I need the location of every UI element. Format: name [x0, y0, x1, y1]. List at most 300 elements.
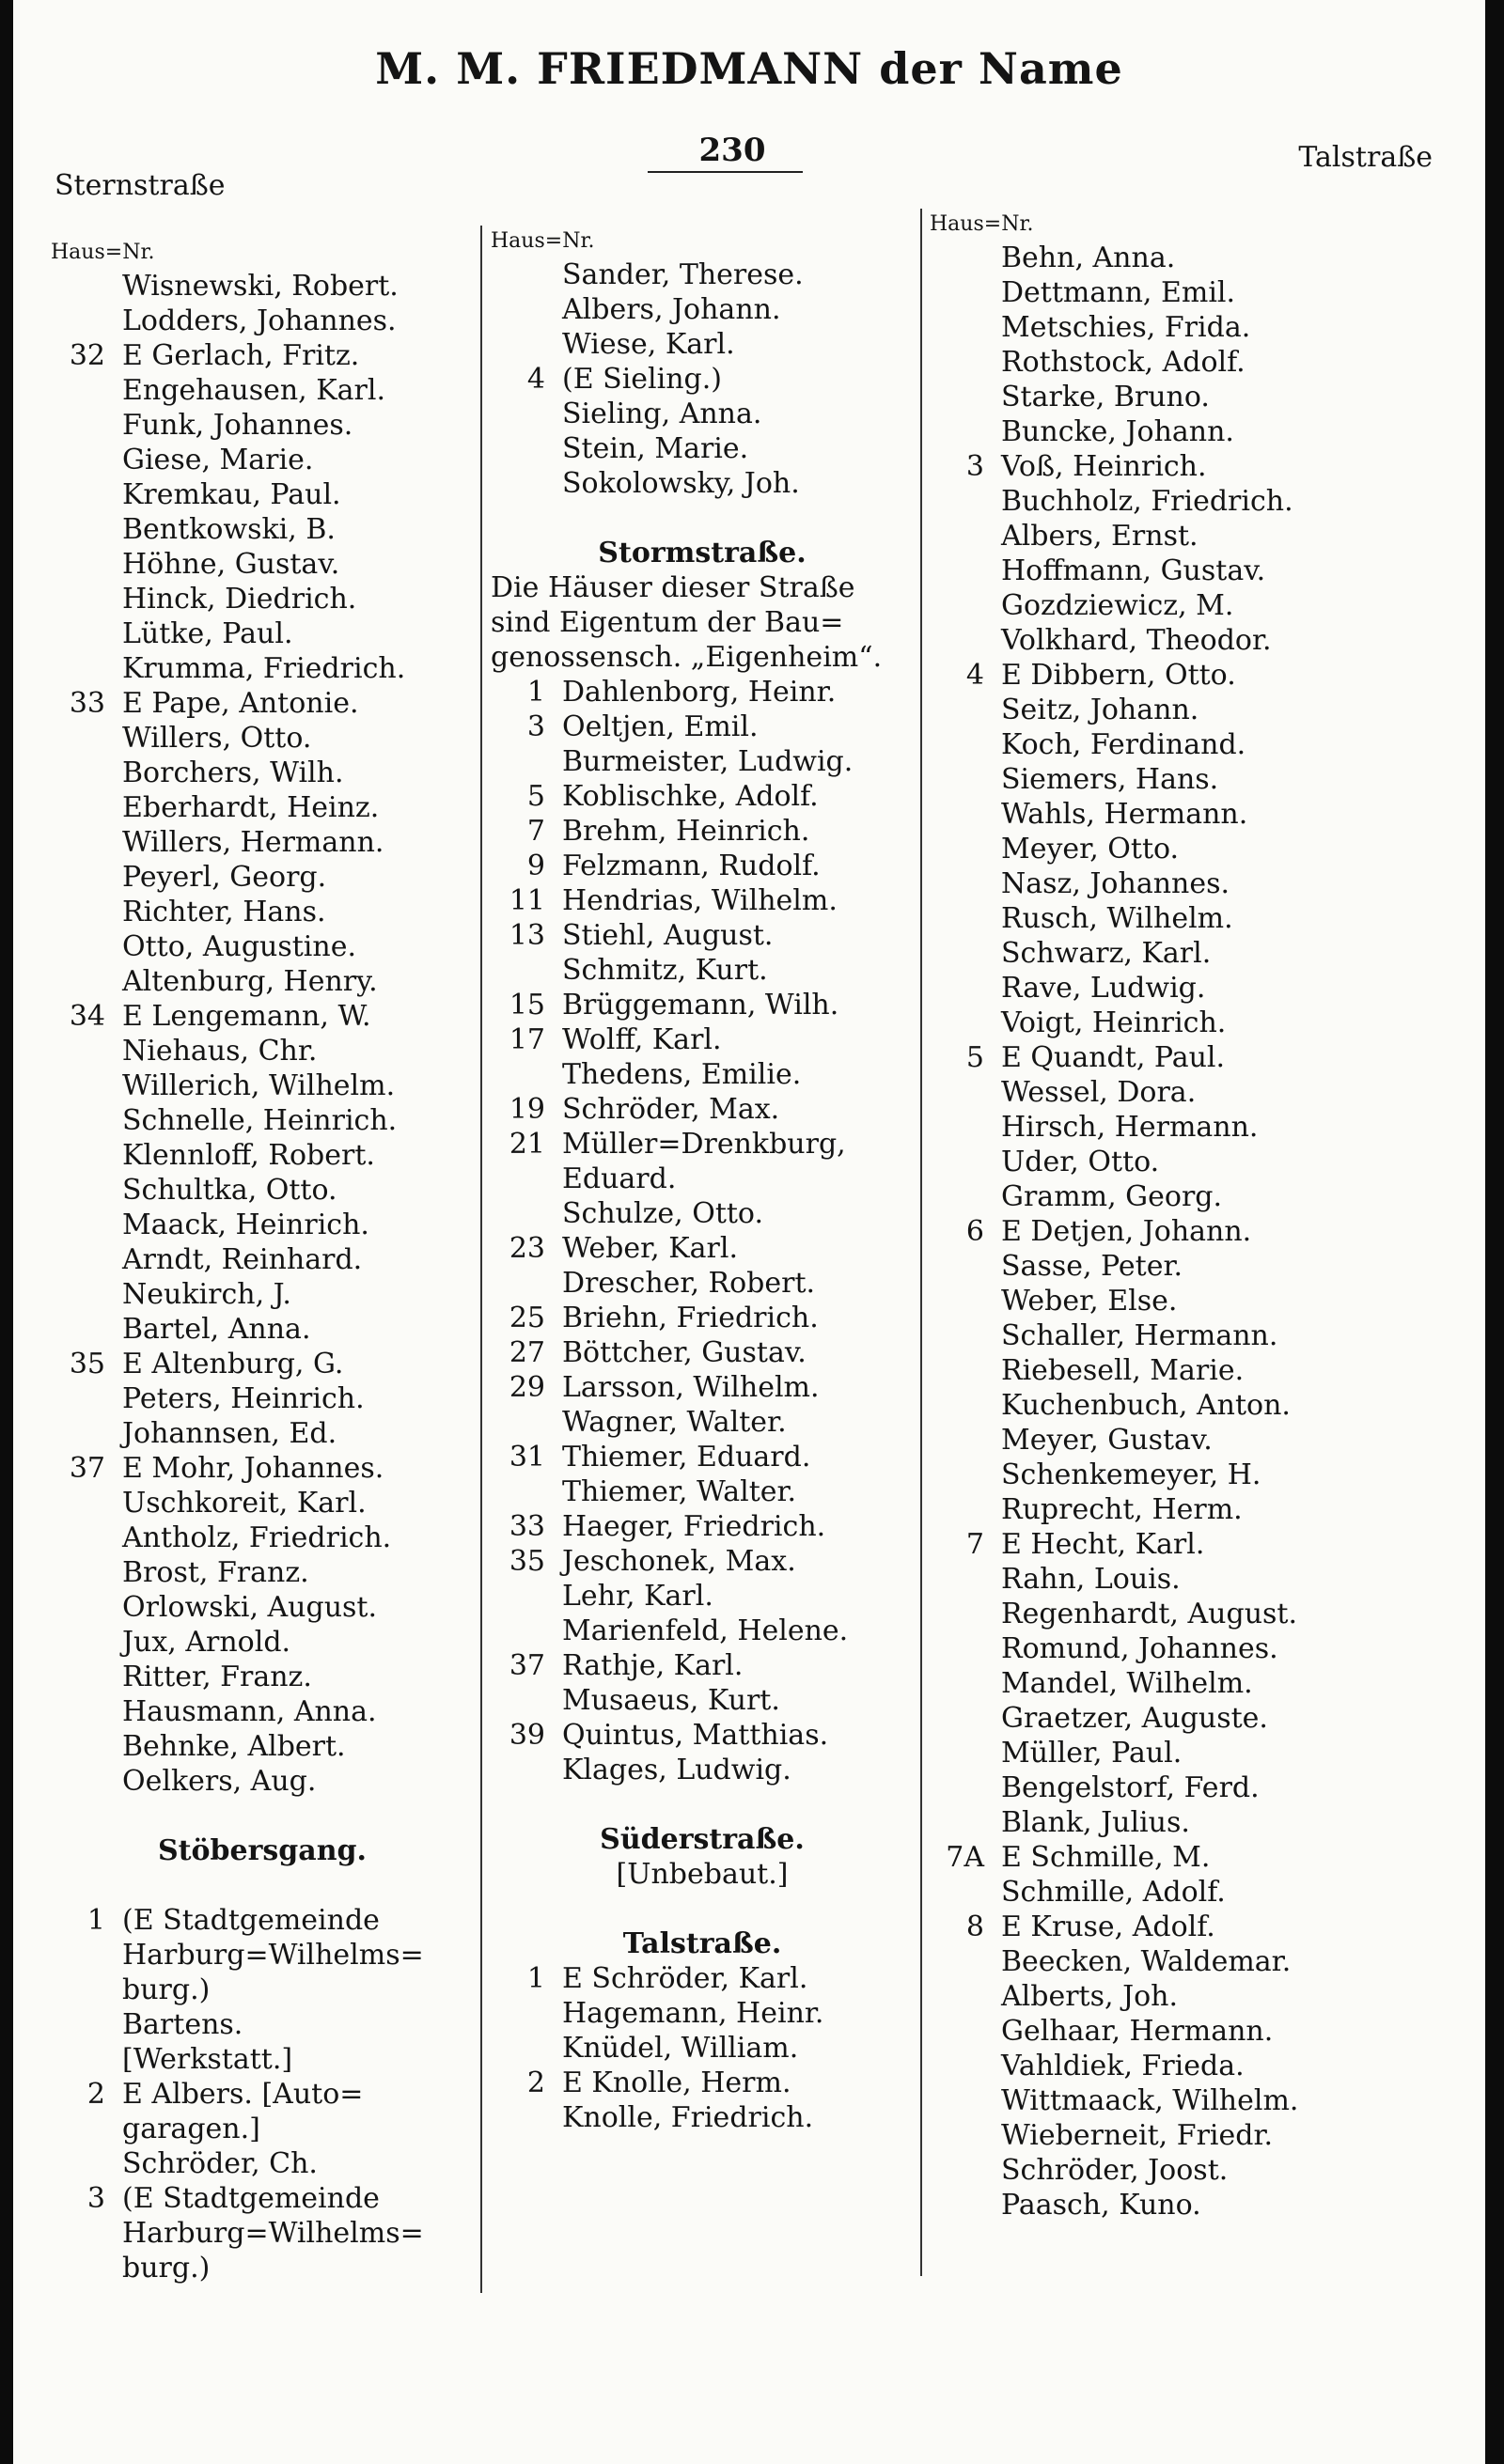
- resident-name: Johannsen, Ed.: [122, 1417, 337, 1450]
- directory-entry: [491, 1509, 914, 1544]
- directory-entry: [491, 1301, 914, 1335]
- directory-entry: [491, 1440, 914, 1474]
- resident-name: (E Stadtgemeinde: [122, 1904, 380, 1937]
- resident-name: Haeger, Friedrich.: [562, 1510, 826, 1543]
- resident-name: Oelkers, Aug.: [122, 1765, 317, 1798]
- resident-name: Graetzer, Auguste.: [1001, 1702, 1268, 1735]
- paragraph-text: genossensch. „Eigenheim“.: [491, 641, 883, 674]
- resident-name: Jeschonek, Max.: [562, 1545, 796, 1578]
- directory-entry: [51, 443, 474, 477]
- directory-entry: [491, 1335, 914, 1370]
- resident-name: Weber, Karl.: [562, 1232, 738, 1265]
- directory-entry: [51, 825, 474, 860]
- resident-name: Otto, Augustine.: [122, 930, 357, 963]
- resident-name: Kuchenbuch, Anton.: [1001, 1389, 1291, 1422]
- resident-name: E Dibbern, Otto.: [1001, 659, 1236, 692]
- resident-name: Altenburg, Henry.: [122, 965, 378, 998]
- resident-name: Schnelle, Heinrich.: [122, 1104, 398, 1137]
- directory-entry: [51, 2251, 474, 2285]
- resident-name: Schröder, Max.: [562, 1093, 780, 1126]
- section-heading: [491, 1926, 914, 1961]
- house-number: 35: [509, 1545, 545, 1578]
- resident-name: Quintus, Matthias.: [562, 1719, 829, 1752]
- section-note: [491, 1857, 914, 1892]
- directory-entry: [51, 1486, 474, 1521]
- directory-entry: [51, 1381, 474, 1416]
- resident-name: Schwarz, Karl.: [1001, 937, 1212, 970]
- directory-entry: [51, 1451, 474, 1486]
- resident-name: Stein, Marie.: [562, 432, 749, 465]
- house-number: 37: [69, 1452, 105, 1485]
- directory-entry: [930, 588, 1381, 623]
- directory-entry: [51, 2007, 474, 2042]
- directory-entry: [51, 512, 474, 547]
- resident-name: Voigt, Heinrich.: [1001, 1006, 1227, 1039]
- house-number-header: Haus=Nr.: [491, 229, 595, 253]
- section-heading-text: Talstraße.: [622, 1927, 782, 1960]
- resident-name: Jux, Arnold.: [122, 1626, 291, 1659]
- directory-entry: [930, 1423, 1381, 1458]
- directory-entry: [51, 1034, 474, 1068]
- directory-entry: [491, 675, 914, 710]
- directory-entry: [491, 1370, 914, 1405]
- resident-name: E Knolle, Herm.: [562, 2066, 791, 2099]
- resident-name: Peyerl, Georg.: [122, 861, 327, 894]
- directory-entry: [491, 779, 914, 814]
- resident-name: E Hecht, Karl.: [1001, 1528, 1205, 1561]
- resident-name: Marienfeld, Helene.: [562, 1614, 849, 1647]
- house-number: 39: [509, 1719, 545, 1752]
- section-heading-text: Stormstraße.: [598, 537, 807, 569]
- house-number: 1: [526, 676, 545, 709]
- house-number: 35: [69, 1348, 105, 1380]
- resident-name: Sasse, Peter.: [1001, 1250, 1183, 1283]
- resident-name: Blank, Julius.: [1001, 1806, 1190, 1839]
- directory-entry: [930, 727, 1381, 762]
- directory-entry: [491, 2031, 914, 2066]
- resident-name: E Schröder, Karl.: [562, 1962, 808, 1995]
- directory-entry: [491, 1683, 914, 1718]
- resident-name: Funk, Johannes.: [122, 409, 353, 442]
- page-number-rule: [648, 171, 803, 173]
- resident-name: Knolle, Friedrich.: [562, 2101, 814, 2134]
- directory-entry: [491, 2100, 914, 2135]
- directory-entry: [51, 547, 474, 582]
- directory-entry: [930, 936, 1381, 971]
- resident-name: Wolff, Karl.: [562, 1023, 722, 1056]
- resident-name: Dahlenborg, Heinr.: [562, 676, 837, 709]
- section-heading-text: Süderstraße.: [600, 1823, 805, 1856]
- resident-name: E Albers. [Auto=: [122, 2078, 364, 2111]
- resident-name: Ritter, Franz.: [122, 1661, 312, 1693]
- resident-name: Knüdel, William.: [562, 2032, 799, 2065]
- resident-name: Borchers, Wilh.: [122, 756, 344, 789]
- resident-name: Lehr, Karl.: [562, 1580, 713, 1613]
- section-heading: [51, 1833, 474, 1868]
- house-number: 19: [509, 1093, 545, 1126]
- resident-name: Regenhardt, August.: [1001, 1598, 1297, 1630]
- house-number: 1: [526, 1962, 545, 1995]
- section-heading: [491, 1822, 914, 1857]
- resident-name: Rave, Ludwig.: [1001, 972, 1206, 1005]
- directory-entry: [491, 1648, 914, 1683]
- house-number: 34: [69, 1000, 105, 1033]
- directory-entry: [491, 1544, 914, 1579]
- resident-name: Briehn, Friedrich.: [562, 1302, 819, 1334]
- directory-page: [13, 0, 1485, 2464]
- directory-entry: [491, 988, 914, 1022]
- directory-entry: [930, 1736, 1381, 1770]
- directory-entry: [930, 1284, 1381, 1318]
- directory-entry: [51, 860, 474, 895]
- resident-name: Seitz, Johann.: [1001, 694, 1199, 726]
- resident-name: burg.): [122, 1973, 211, 2006]
- directory-entry: [51, 1173, 474, 1208]
- directory-entry: [51, 964, 474, 999]
- directory-entry: [491, 1718, 914, 1753]
- directory-entry: [930, 1944, 1381, 1979]
- directory-entry: [930, 275, 1381, 310]
- directory-entry: [930, 832, 1381, 866]
- resident-name: Sieling, Anna.: [562, 398, 762, 430]
- resident-name: Wahls, Hermann.: [1001, 798, 1248, 831]
- directory-entry: [930, 693, 1381, 727]
- directory-entry: [930, 554, 1381, 588]
- resident-name: Klennloff, Robert.: [122, 1139, 375, 1172]
- resident-name: Schmille, Adolf.: [1001, 1876, 1226, 1909]
- directory-entry: [51, 373, 474, 408]
- resident-name: E Quandt, Paul.: [1001, 1041, 1226, 1074]
- resident-name: Paasch, Kuno.: [1001, 2189, 1201, 2222]
- resident-name: Hendrias, Wilhelm.: [562, 884, 838, 917]
- resident-name: Schmitz, Kurt.: [562, 954, 768, 987]
- directory-entry: [491, 744, 914, 779]
- directory-entry: [930, 310, 1381, 345]
- resident-name: Schröder, Ch.: [122, 2147, 318, 2180]
- resident-name: Burmeister, Ludwig.: [562, 745, 854, 778]
- resident-name: Rathje, Karl.: [562, 1649, 744, 1682]
- directory-entry: [51, 269, 474, 304]
- directory-entry: [930, 1631, 1381, 1666]
- column-divider-2: [920, 209, 922, 2276]
- resident-name: Koblischke, Adolf.: [562, 780, 819, 813]
- resident-name: Müller, Paul.: [1001, 1737, 1183, 1770]
- resident-name: Schulze, Otto.: [562, 1197, 763, 1230]
- directory-entry: [491, 1127, 914, 1162]
- directory-entry: [51, 1555, 474, 1590]
- resident-name: Willers, Hermann.: [122, 826, 384, 859]
- house-number: 4: [965, 659, 984, 692]
- directory-entry: [51, 2112, 474, 2146]
- resident-name: Bartel, Anna.: [122, 1313, 311, 1346]
- house-number: 3: [526, 710, 545, 743]
- directory-entry: [491, 1474, 914, 1509]
- directory-entry: [930, 866, 1381, 901]
- directory-entry: [930, 2153, 1381, 2188]
- resident-name: E Pape, Antonie.: [122, 687, 359, 720]
- resident-name: Buncke, Johann.: [1001, 415, 1234, 448]
- page-number: 230: [698, 132, 766, 169]
- directory-entry: [491, 257, 914, 292]
- directory-entry: [51, 1208, 474, 1242]
- directory-entry: [930, 1110, 1381, 1145]
- directory-entry: [930, 1805, 1381, 1840]
- resident-name: Sokolowsky, Joh.: [562, 467, 800, 500]
- directory-entry: [491, 1753, 914, 1787]
- resident-name: Hoffmann, Gustav.: [1001, 554, 1266, 587]
- directory-entry: [930, 1979, 1381, 2014]
- resident-name: Behn, Anna.: [1001, 242, 1176, 274]
- directory-entry: [491, 362, 914, 397]
- resident-name: Rothstock, Adolf.: [1001, 346, 1246, 379]
- directory-entry: [930, 1562, 1381, 1597]
- running-head-right: Talstraße: [1298, 141, 1433, 174]
- directory-entry: [51, 616, 474, 651]
- house-number: 25: [509, 1302, 545, 1334]
- directory-entry: [930, 241, 1381, 275]
- column-3: [930, 209, 1381, 2222]
- directory-entry: [491, 1614, 914, 1648]
- resident-name: Gozdziewicz, M.: [1001, 589, 1234, 622]
- resident-name: Thiemer, Walter.: [562, 1475, 797, 1508]
- resident-name: Thiemer, Eduard.: [562, 1441, 811, 1474]
- directory-entry: [930, 1770, 1381, 1805]
- directory-entry: [51, 2181, 474, 2216]
- resident-name: E Lengemann, W.: [122, 1000, 371, 1033]
- resident-name: Metschies, Frida.: [1001, 311, 1251, 344]
- resident-name: Schröder, Joost.: [1001, 2154, 1229, 2187]
- directory-entry: [51, 1694, 474, 1729]
- resident-name: Stiehl, August.: [562, 919, 774, 952]
- resident-name: Lodders, Johannes.: [122, 304, 397, 337]
- resident-name: Hagemann, Heinr.: [562, 1997, 824, 2030]
- house-number: 7: [965, 1528, 984, 1561]
- directory-entry: [930, 1388, 1381, 1423]
- directory-entry: [930, 345, 1381, 380]
- spacer: [491, 1892, 914, 1926]
- directory-entry: [51, 1277, 474, 1312]
- directory-entry: [51, 582, 474, 616]
- resident-name: Thedens, Emilie.: [562, 1058, 802, 1091]
- house-number: 2: [86, 2078, 105, 2111]
- resident-name: Bengelstorf, Ferd.: [1001, 1771, 1260, 1804]
- resident-name: Giese, Marie.: [122, 444, 314, 476]
- directory-entry: [51, 1068, 474, 1103]
- house-number: 7: [526, 815, 545, 848]
- directory-entry: [930, 2188, 1381, 2222]
- house-number: 29: [509, 1371, 545, 1404]
- resident-name: Wiese, Karl.: [562, 328, 735, 361]
- directory-entry: [491, 2066, 914, 2100]
- resident-name: Hirsch, Hermann.: [1001, 1111, 1259, 1144]
- resident-name: Bentkowski, B.: [122, 513, 336, 546]
- resident-name: Böttcher, Gustav.: [562, 1336, 807, 1369]
- resident-name: Dettmann, Emil.: [1001, 276, 1236, 309]
- house-number: 7A: [946, 1841, 984, 1874]
- resident-name: Ruprecht, Herm.: [1001, 1493, 1243, 1526]
- house-number: 33: [69, 687, 105, 720]
- directory-entry: [491, 292, 914, 327]
- directory-entry: [930, 484, 1381, 519]
- directory-entry: [491, 918, 914, 953]
- resident-name: Rahn, Louis.: [1001, 1563, 1181, 1596]
- resident-name: Orlowski, August.: [122, 1591, 378, 1624]
- directory-entry: [51, 1660, 474, 1694]
- spacer: [491, 1787, 914, 1822]
- resident-name: E Gerlach, Fritz.: [122, 339, 360, 372]
- resident-name: Eberhardt, Heinz.: [122, 791, 380, 824]
- directory-entry: [930, 658, 1381, 693]
- resident-name: Oeltjen, Emil.: [562, 710, 759, 743]
- house-number: 31: [509, 1441, 545, 1474]
- directory-entry: [491, 1579, 914, 1614]
- directory-entry: [51, 1973, 474, 2007]
- column-1: [51, 237, 474, 2285]
- resident-name: Eduard.: [562, 1162, 677, 1195]
- house-number-header: Haus=Nr.: [930, 212, 1034, 236]
- directory-entry: [51, 1103, 474, 1138]
- directory-entry: [51, 790, 474, 825]
- directory-entry: [491, 1405, 914, 1440]
- resident-name: Meyer, Otto.: [1001, 833, 1180, 866]
- house-number: 32: [69, 339, 105, 372]
- section-heading: [491, 536, 914, 570]
- directory-entry: [491, 1022, 914, 1057]
- resident-name: burg.): [122, 2252, 211, 2285]
- directory-entry: [491, 397, 914, 431]
- directory-entry: [930, 1006, 1381, 1040]
- resident-name: Hausmann, Anna.: [122, 1695, 377, 1728]
- resident-name: Volkhard, Theodor.: [1001, 624, 1272, 657]
- house-number: 11: [509, 884, 545, 917]
- resident-name: Beecken, Waldemar.: [1001, 1945, 1292, 1978]
- directory-entry: [930, 1075, 1381, 1110]
- resident-name: Gelhaar, Hermann.: [1001, 2015, 1274, 2048]
- resident-name: Mandel, Wilhelm.: [1001, 1667, 1253, 1700]
- house-number: 37: [509, 1649, 545, 1682]
- directory-entry: [51, 304, 474, 338]
- directory-entry: [930, 1214, 1381, 1249]
- directory-entry: [51, 1138, 474, 1173]
- resident-name: Nasz, Johannes.: [1001, 867, 1230, 900]
- resident-name: Albers, Johann.: [562, 293, 781, 326]
- house-number: 5: [526, 780, 545, 813]
- directory-entry: [930, 971, 1381, 1006]
- house-number: 1: [86, 1904, 105, 1937]
- directory-entry: [491, 953, 914, 988]
- directory-entry: [491, 327, 914, 362]
- house-number-header: Haus=Nr.: [51, 241, 155, 264]
- resident-name: Wagner, Walter.: [562, 1406, 787, 1439]
- directory-entry: [51, 2042, 474, 2077]
- resident-name: E Mohr, Johannes.: [122, 1452, 384, 1485]
- house-number: 5: [965, 1041, 984, 1074]
- directory-entry: [51, 651, 474, 686]
- directory-entry: [51, 1347, 474, 1381]
- resident-name: Meyer, Gustav.: [1001, 1424, 1213, 1457]
- resident-name: [Werkstatt.]: [122, 2043, 293, 2076]
- directory-entry: [51, 1764, 474, 1799]
- resident-name: Vahldiek, Frieda.: [1001, 2050, 1245, 2082]
- house-number: 21: [509, 1128, 545, 1161]
- resident-name: E Schmille, M.: [1001, 1841, 1211, 1874]
- directory-entry: [51, 2216, 474, 2251]
- resident-name: Kremkau, Paul.: [122, 478, 341, 511]
- resident-name: (E Sieling.): [562, 363, 722, 396]
- directory-entry: [930, 1701, 1381, 1736]
- directory-entry: [930, 2118, 1381, 2153]
- directory-entry: [930, 762, 1381, 797]
- directory-entry: [491, 466, 914, 501]
- directory-entry: [930, 1666, 1381, 1701]
- directory-entry: [930, 1597, 1381, 1631]
- house-number: 27: [509, 1336, 545, 1369]
- resident-name: Siemers, Hans.: [1001, 763, 1219, 796]
- directory-entry: [51, 2146, 474, 2181]
- house-number: 6: [965, 1215, 984, 1248]
- resident-name: Willers, Otto.: [122, 722, 312, 755]
- resident-name: Willerich, Wilhelm.: [122, 1069, 396, 1102]
- resident-name: Brost, Franz.: [122, 1556, 309, 1589]
- resident-name: Neukirch, J.: [122, 1278, 291, 1311]
- house-number: 3: [86, 2182, 105, 2215]
- directory-entry: [930, 623, 1381, 658]
- resident-name: Schaller, Hermann.: [1001, 1319, 1278, 1352]
- directory-entry: [51, 477, 474, 512]
- paragraph-line: [491, 570, 914, 605]
- column-2: [491, 226, 914, 2135]
- resident-name: E Altenburg, G.: [122, 1348, 344, 1380]
- house-number: 9: [526, 850, 545, 882]
- resident-name: Musaeus, Kurt.: [562, 1684, 780, 1717]
- paragraph-text: sind Eigentum der Bau=: [491, 606, 844, 639]
- house-number: 33: [509, 1510, 545, 1543]
- resident-name: Brüggemann, Wilh.: [562, 989, 839, 1021]
- resident-name: Gramm, Georg.: [1001, 1180, 1223, 1213]
- resident-name: garagen.]: [122, 2113, 260, 2145]
- resident-name: Sander, Therese.: [562, 258, 804, 291]
- resident-name: Uder, Otto.: [1001, 1146, 1160, 1178]
- resident-name: Romund, Johannes.: [1001, 1632, 1278, 1665]
- resident-name: Wieberneit, Friedr.: [1001, 2119, 1274, 2152]
- directory-entry: [51, 895, 474, 929]
- directory-entry: [51, 338, 474, 373]
- resident-name: E Detjen, Johann.: [1001, 1215, 1252, 1248]
- directory-entry: [930, 1179, 1381, 1214]
- directory-entry: [930, 449, 1381, 484]
- resident-name: Richter, Hans.: [122, 896, 326, 928]
- directory-entry: [491, 1092, 914, 1127]
- resident-name: Drescher, Robert.: [562, 1267, 816, 1300]
- resident-name: Müller=Drenkburg,: [562, 1128, 846, 1161]
- directory-entry: [51, 999, 474, 1034]
- directory-entry: [491, 1196, 914, 1231]
- directory-entry: [930, 1875, 1381, 1910]
- directory-entry: [930, 901, 1381, 936]
- running-head-left: Sternstraße: [55, 169, 226, 202]
- directory-entry: [51, 1416, 474, 1451]
- directory-entry: [51, 1521, 474, 1555]
- resident-name: Peters, Heinrich.: [122, 1382, 365, 1415]
- house-number: 3: [965, 450, 984, 483]
- resident-name: E Kruse, Adolf.: [1001, 1910, 1215, 1943]
- directory-entry: [491, 883, 914, 918]
- paragraph-line: [491, 640, 914, 675]
- directory-entry: [930, 414, 1381, 449]
- directory-entry: [51, 1938, 474, 1973]
- directory-entry: [930, 2014, 1381, 2049]
- directory-entry: [930, 519, 1381, 554]
